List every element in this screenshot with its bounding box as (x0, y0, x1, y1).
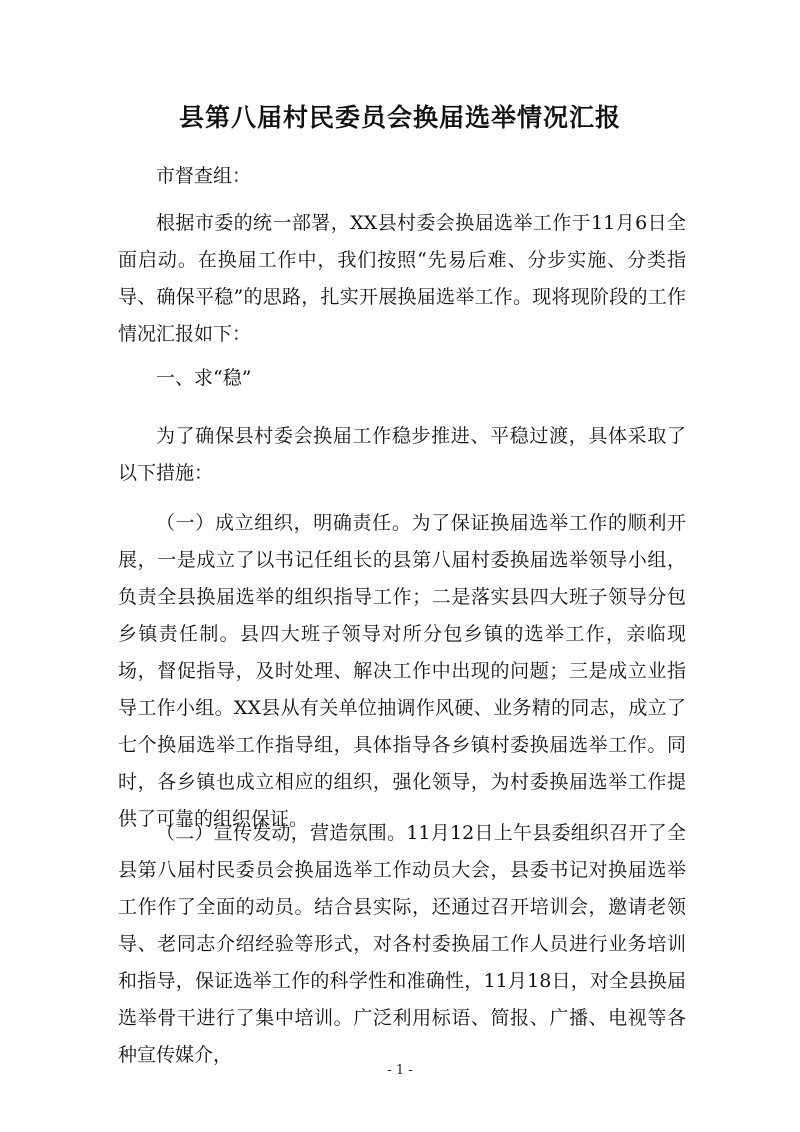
item-one-paragraph: （一）成立组织，明确责任。为了保证换届选举工作的顺利开展，一是成立了以书记任组长的县第八届村委换届选举领导小组，负责全县换届选举的组织指导工作；二是落实县四大班子领导分包乡镇责任制。县四大班子领导对所分包乡镇的选举工作，亲临现场，督促指导，及时处理、解决工作中出现的问题；三是成立业指导工作小组。XX县从有关单位抽调作风硬、业务精的同志，成立了七个换届选举工作指导组，具体指导各乡镇村委换届选举工作。同时，各乡镇也成立相应的组织，强化领导，为村委换届选举工作提供了可靠的组织保证。 (118, 512, 686, 830)
salutation: 市督查组： (156, 165, 252, 187)
item-two-paragraph: （二）宣传发动，营造氛围。11月12日上午县委组织召开了全县第八届村民委员会换届选举工作动员大会，县委书记对换届选举工作作了全面的动员。结合县实际，还通过召开培训会，邀请老领导、老同志介绍经验等形式，对各村委换届工作人员进行业务培训和指导，保证选举工作的科学性和准确性，11月18日，对全县换届选举骨干进行了集中培训。广泛利用标语、简报、广播、电视等各种宣传媒介， (118, 822, 686, 1066)
section-heading: 一、求“稳” (156, 367, 252, 389)
document-title: 县第八届村民委员会换届选举情况汇报 (178, 103, 621, 132)
section-intro-paragraph: 为了确保县村委会换届工作稳步推进、平稳过渡，具体采取了以下措施： (118, 425, 686, 484)
intro-paragraph: 根据市委的统一部署，XX县村委会换届选举工作于11月6日全面启动。在换届工作中，我们按照“先易后难、分步实施、分类指导、确保平稳”的思路，扎实开展换届选举工作。现将现阶段的工作情况汇报如下： (118, 212, 686, 345)
page-number: - 1 - (387, 1063, 413, 1078)
